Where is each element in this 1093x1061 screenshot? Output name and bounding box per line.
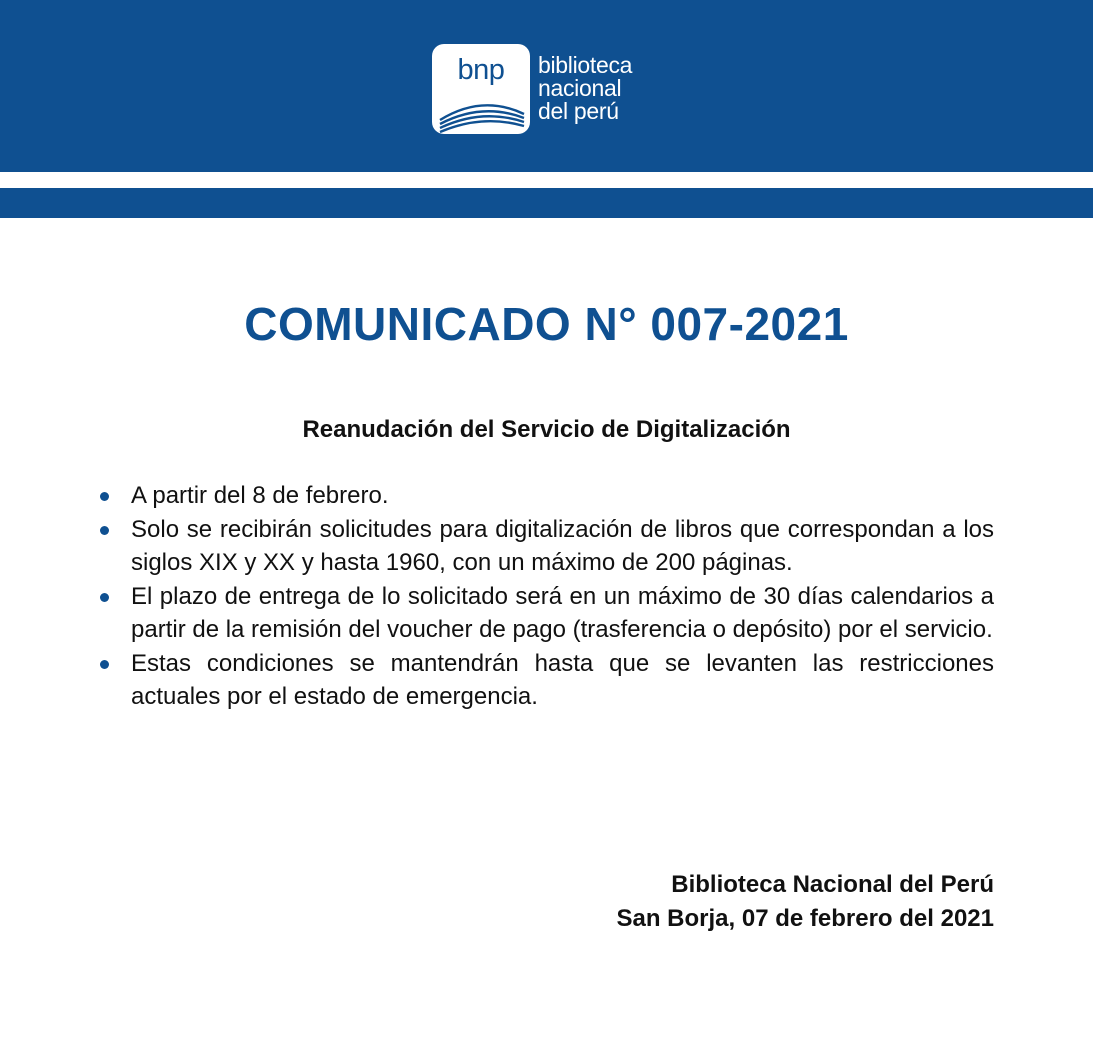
bullet-dot-icon <box>100 660 109 669</box>
list-item-text: Estas condiciones se mantendrán hasta que se levanten las restricciones actuales por el estado de emergencia. <box>131 649 994 710</box>
signature-organization: Biblioteca Nacional del Perú <box>671 871 994 898</box>
bnp-logo <box>432 44 672 136</box>
header-stripe <box>0 188 1093 218</box>
list-item <box>131 513 994 580</box>
signature-block <box>617 868 995 936</box>
list-item <box>131 479 994 513</box>
logo-word-line: del perú <box>538 98 619 124</box>
list-item-text: Solo se recibirán solicitudes para digitalización de libros que correspondan a los siglos XIX y XX y hasta 1960, con un máximo de 200 páginas. <box>131 515 994 576</box>
list-item <box>131 647 994 714</box>
logo-word-line: biblioteca <box>538 52 633 78</box>
list-item <box>131 580 994 647</box>
document-title: COMUNICADO N° 007-2021 <box>244 298 849 350</box>
bullet-dot-icon <box>100 593 109 602</box>
logo-wordmark <box>538 54 632 123</box>
bullet-list <box>131 479 994 714</box>
list-item-text: El plazo de entrega de lo solicitado será en un máximo de 30 días calendarios a partir de la remisión del voucher de pago (trasferencia o depósito) por el servicio. <box>131 582 994 643</box>
document-subtitle: Reanudación del Servicio de Digitalización <box>302 416 791 443</box>
bullet-dot-icon <box>100 492 109 501</box>
list-item-text: A partir del 8 de febrero. <box>131 482 389 509</box>
logo-badge <box>432 44 530 134</box>
bullet-dot-icon <box>100 526 109 535</box>
logo-badge-text: bnp <box>457 54 505 86</box>
book-pages-icon <box>432 44 530 134</box>
logo-word-line: nacional <box>538 75 622 101</box>
signature-place-date: San Borja, 07 de febrero del 2021 <box>616 905 994 932</box>
